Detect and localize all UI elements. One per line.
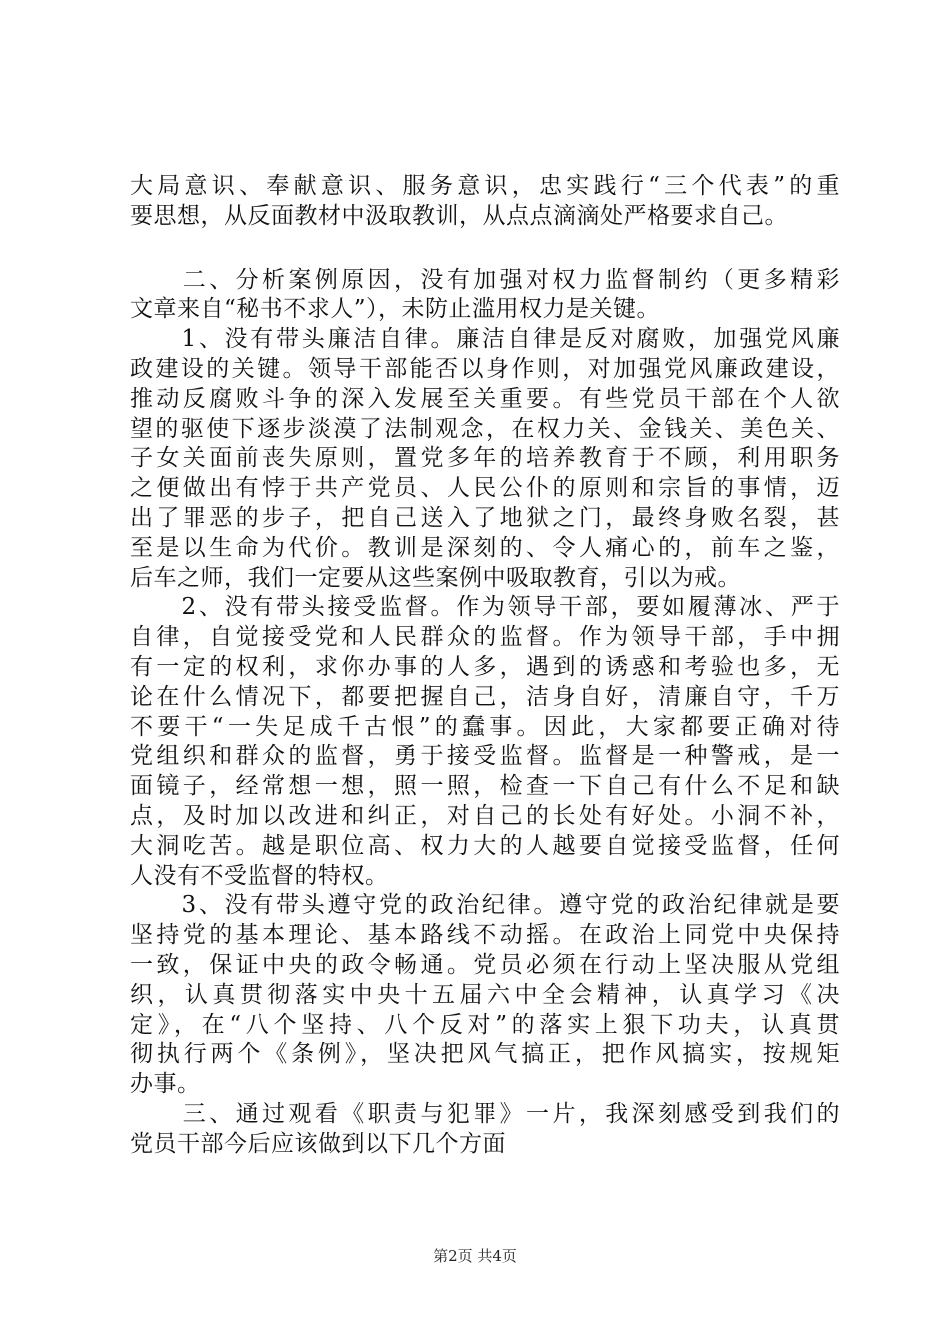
document-body bbox=[130, 172, 840, 1160]
text-line: 至是以生命为代价。教训是深刻的、令人痛心的，前车之鉴， bbox=[130, 534, 840, 561]
paragraph-3 bbox=[130, 325, 840, 593]
text-line: 点，及时加以改进和纠正，对自己的长处有好处。小洞不补， bbox=[130, 802, 840, 829]
text-line: 二、分析案例原因，没有加强对权力监督制约（更多精彩 bbox=[130, 266, 840, 293]
text-line: 办事。 bbox=[130, 1071, 201, 1098]
text-line: 后车之师，我们一定要从这些案例中吸取教育，引以为戒。 bbox=[130, 564, 741, 591]
text-line: 不要干“一失足成千古恨”的蠢事。因此，大家都要正确对待 bbox=[130, 713, 840, 740]
text-line: 论在什么情况下，都要把握自己，洁身自好，清廉自守，千万 bbox=[130, 683, 840, 710]
text-line: 坚持党的基本理论、基本路线不动摇。在政治上同党中央保持 bbox=[130, 922, 840, 949]
text-line: 定》，在“八个坚持、八个反对”的落实上狠下功夫，认真贯 bbox=[130, 1011, 840, 1038]
text-line: 2、没有带头接受监督。作为领导干部，要如履薄冰、严于 bbox=[130, 594, 840, 621]
text-line: 三、通过观看《职责与犯罪》一片，我深刻感受到我们的 bbox=[130, 1100, 840, 1127]
text-line: 之便做出有悖于共产党员、人民公仆的原则和宗旨的事情，迈 bbox=[130, 475, 840, 502]
text-line: 党组织和群众的监督，勇于接受监督。监督是一种警戒，是一 bbox=[130, 743, 840, 770]
page-number-footer: 第2页 共4页 bbox=[433, 1247, 517, 1265]
text-line: 大洞吃苦。越是职位高、权力大的人越要自觉接受监督，任何 bbox=[130, 832, 840, 859]
text-line: 面镜子，经常想一想，照一照，检查一下自己有什么不足和缺 bbox=[130, 773, 840, 800]
paragraph-4 bbox=[130, 593, 840, 891]
text-line: 大局意识、奉献意识、服务意识，忠实践行“三个代表”的重 bbox=[130, 173, 840, 199]
paragraph-5 bbox=[130, 891, 840, 1100]
text-line: 子女关面前丧失原则，置党多年的培养教育于不顾，利用职务 bbox=[130, 445, 840, 472]
paragraph-gap bbox=[130, 232, 840, 266]
text-line: 自律，自觉接受党和人民群众的监督。作为领导干部，手中拥 bbox=[130, 624, 840, 651]
text-line: 有一定的权利，求你办事的人多，遇到的诱惑和考验也多，无 bbox=[130, 653, 840, 680]
text-line: 3、没有带头遵守党的政治纪律。遵守党的政治纪律就是要 bbox=[130, 892, 840, 919]
text-line: 出了罪恶的步子，把自己送入了地狱之门，最终身败名裂，甚 bbox=[130, 504, 840, 531]
text-line: 政建设的关键。领导干部能否以身作则，对加强党风廉政建设， bbox=[130, 355, 840, 382]
text-line: 要思想，从反面教材中汲取教训，从点点滴滴处严格要求自己。 bbox=[130, 202, 788, 229]
paragraph-1 bbox=[130, 172, 840, 232]
text-line: 1、没有带头廉洁自律。廉洁自律是反对腐败，加强党风廉 bbox=[130, 326, 840, 353]
text-line: 织，认真贯彻落实中央十五届六中全会精神，认真学习《决 bbox=[130, 981, 840, 1008]
text-line: 人没有不受监督的特权。 bbox=[130, 862, 389, 889]
text-line: 望的驱使下逐步淡漠了法制观念，在权力关、金钱关、美色关、 bbox=[130, 415, 840, 442]
text-line: 推动反腐败斗争的深入发展至关重要。有些党员干部在个人欲 bbox=[130, 385, 840, 412]
text-line: 党员干部今后应该做到以下几个方面 bbox=[130, 1130, 506, 1157]
paragraph-2 bbox=[130, 266, 840, 326]
paragraph-6 bbox=[130, 1100, 840, 1160]
text-line: 文章来自“秘书不求人”），未防止滥用权力是关键。 bbox=[130, 296, 661, 323]
text-line: 彻执行两个《条例》，坚决把风气搞正，把作风搞实，按规矩 bbox=[130, 1041, 840, 1068]
text-line: 一致，保证中央的政令畅通。党员必须在行动上坚决服从党组 bbox=[130, 951, 840, 978]
